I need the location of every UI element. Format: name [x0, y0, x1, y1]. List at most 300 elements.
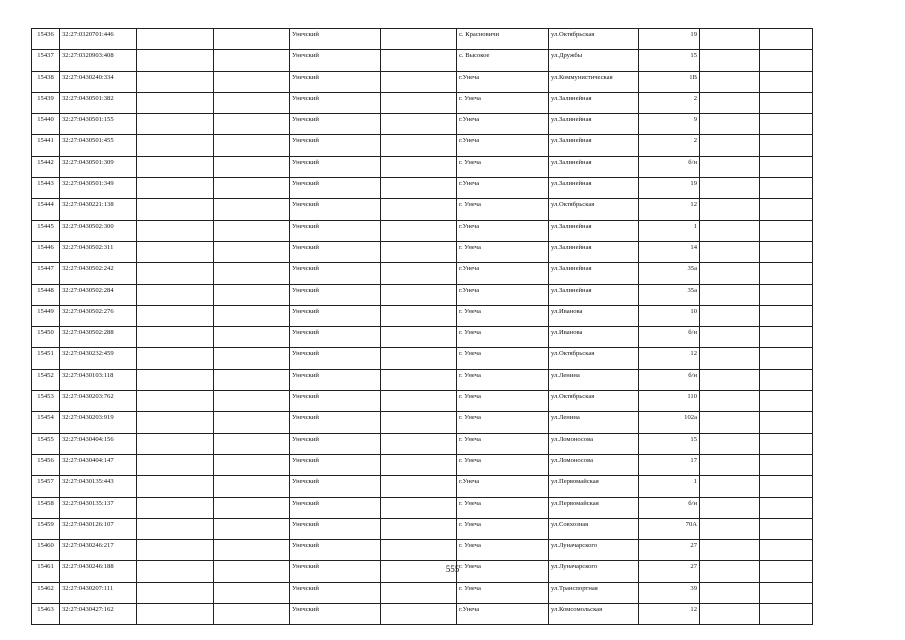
- locality-cell: г. Унеча: [457, 156, 549, 177]
- empty-cell: [381, 135, 457, 156]
- empty-cell: [137, 178, 214, 199]
- empty-cell: [760, 284, 813, 305]
- row-number-cell: 15448: [32, 284, 60, 305]
- locality-cell: г.Унеча: [457, 604, 549, 625]
- table-row: [32, 305, 813, 326]
- street-cell: ул.Октябрьская: [549, 348, 639, 369]
- cadastral-number-cell: 32:27:0430502:276: [60, 305, 137, 326]
- empty-cell: [214, 29, 290, 50]
- empty-cell: [137, 241, 214, 262]
- street-cell: ул.Комсомольская: [549, 604, 639, 625]
- empty-cell: [700, 518, 760, 539]
- cadastral-number-cell: 32:27:0430404:147: [60, 454, 137, 475]
- row-number-cell: 15460: [32, 540, 60, 561]
- empty-cell: [214, 369, 290, 390]
- empty-cell: [700, 178, 760, 199]
- street-cell: ул.Залинейная: [549, 241, 639, 262]
- district-cell: Унечский: [290, 71, 381, 92]
- empty-cell: [760, 178, 813, 199]
- empty-cell: [137, 348, 214, 369]
- empty-cell: [760, 454, 813, 475]
- empty-cell: [381, 582, 457, 603]
- locality-cell: с. Высокое: [457, 50, 549, 71]
- row-number-cell: 15459: [32, 518, 60, 539]
- street-cell: ул.Залинейная: [549, 114, 639, 135]
- locality-cell: г.Унеча: [457, 71, 549, 92]
- house-number-cell: 12: [639, 199, 700, 220]
- cadastral-number-cell: 32:27:0430502:300: [60, 220, 137, 241]
- cadastral-number-cell: 32:27:0430501:309: [60, 156, 137, 177]
- empty-cell: [760, 263, 813, 284]
- table-row: [32, 497, 813, 518]
- empty-cell: [214, 391, 290, 412]
- house-number-cell: 19: [639, 178, 700, 199]
- empty-cell: [760, 29, 813, 50]
- empty-cell: [760, 476, 813, 497]
- district-cell: Унечский: [290, 582, 381, 603]
- table-row: [32, 135, 813, 156]
- empty-cell: [700, 454, 760, 475]
- locality-cell: г. Унеча: [457, 582, 549, 603]
- street-cell: ул.Луначарского: [549, 561, 639, 582]
- house-number-cell: 2: [639, 135, 700, 156]
- cadastral-number-cell: 32:27:0430501:455: [60, 135, 137, 156]
- row-number-cell: 15454: [32, 412, 60, 433]
- cadastral-number-cell: 32:27:0430135:443: [60, 476, 137, 497]
- district-cell: Унечский: [290, 454, 381, 475]
- cadastral-number-cell: 32:27:0430501:382: [60, 92, 137, 113]
- street-cell: ул.Залинейная: [549, 135, 639, 156]
- empty-cell: [214, 71, 290, 92]
- empty-cell: [760, 433, 813, 454]
- row-number-cell: 15445: [32, 220, 60, 241]
- empty-cell: [381, 220, 457, 241]
- cadastral-number-cell: 32:27:0430501:349: [60, 178, 137, 199]
- empty-cell: [700, 50, 760, 71]
- empty-cell: [760, 582, 813, 603]
- empty-cell: [760, 114, 813, 135]
- locality-cell: г. Унеча: [457, 497, 549, 518]
- empty-cell: [381, 305, 457, 326]
- empty-cell: [760, 540, 813, 561]
- empty-cell: [214, 241, 290, 262]
- cadastral-number-cell: 32:27:0430404:156: [60, 433, 137, 454]
- row-number-cell: 15462: [32, 582, 60, 603]
- cadastral-number-cell: 32:27:0430502:311: [60, 241, 137, 262]
- cadastral-number-cell: 32:27:0430502:288: [60, 327, 137, 348]
- house-number-cell: 15: [639, 433, 700, 454]
- registry-table-wrapper: [31, 28, 813, 625]
- table-row: [32, 412, 813, 433]
- empty-cell: [137, 92, 214, 113]
- street-cell: ул.Луначарского: [549, 540, 639, 561]
- empty-cell: [700, 369, 760, 390]
- empty-cell: [214, 135, 290, 156]
- street-cell: ул.Залинейная: [549, 284, 639, 305]
- row-number-cell: 15455: [32, 433, 60, 454]
- row-number-cell: 15450: [32, 327, 60, 348]
- locality-cell: г.Унеча: [457, 178, 549, 199]
- empty-cell: [381, 540, 457, 561]
- empty-cell: [700, 433, 760, 454]
- house-number-cell: б/н: [639, 327, 700, 348]
- street-cell: ул.Залинейная: [549, 156, 639, 177]
- table-row: [32, 604, 813, 625]
- empty-cell: [214, 156, 290, 177]
- locality-cell: г. Унеча: [457, 540, 549, 561]
- empty-cell: [137, 497, 214, 518]
- house-number-cell: 39: [639, 582, 700, 603]
- district-cell: Унечский: [290, 156, 381, 177]
- cadastral-number-cell: 32:27:0430203:919: [60, 412, 137, 433]
- empty-cell: [760, 327, 813, 348]
- cadastral-number-cell: 32:27:0430427:162: [60, 604, 137, 625]
- row-number-cell: 15444: [32, 199, 60, 220]
- cadastral-number-cell: 32:27:0320903:408: [60, 50, 137, 71]
- empty-cell: [137, 540, 214, 561]
- house-number-cell: 19: [639, 29, 700, 50]
- cadastral-number-cell: 32:27:0430501:155: [60, 114, 137, 135]
- house-number-cell: 10: [639, 305, 700, 326]
- empty-cell: [381, 369, 457, 390]
- cadastral-number-cell: 32:27:0430232:459: [60, 348, 137, 369]
- street-cell: ул.Ломоносова: [549, 433, 639, 454]
- empty-cell: [760, 604, 813, 625]
- district-cell: Унечский: [290, 433, 381, 454]
- cadastral-number-cell: 32:27:0430126:107: [60, 518, 137, 539]
- locality-cell: г. Унеча: [457, 454, 549, 475]
- empty-cell: [381, 156, 457, 177]
- house-number-cell: 12: [639, 604, 700, 625]
- table-row: [32, 369, 813, 390]
- empty-cell: [137, 71, 214, 92]
- locality-cell: с. Красновичи: [457, 29, 549, 50]
- locality-cell: г. Унеча: [457, 92, 549, 113]
- table-row: [32, 71, 813, 92]
- locality-cell: г. Унеча: [457, 412, 549, 433]
- locality-cell: г. Унеча: [457, 305, 549, 326]
- empty-cell: [700, 604, 760, 625]
- empty-cell: [137, 114, 214, 135]
- empty-cell: [214, 199, 290, 220]
- table-row: [32, 582, 813, 603]
- row-number-cell: 15440: [32, 114, 60, 135]
- empty-cell: [214, 348, 290, 369]
- empty-cell: [214, 433, 290, 454]
- empty-cell: [381, 454, 457, 475]
- empty-cell: [381, 518, 457, 539]
- empty-cell: [700, 497, 760, 518]
- empty-cell: [760, 518, 813, 539]
- empty-cell: [700, 412, 760, 433]
- street-cell: ул.Ленина: [549, 369, 639, 390]
- house-number-cell: 35а: [639, 263, 700, 284]
- street-cell: ул.Залинейная: [549, 220, 639, 241]
- cadastral-number-cell: 32:27:0320701:446: [60, 29, 137, 50]
- table-row: [32, 156, 813, 177]
- empty-cell: [381, 71, 457, 92]
- empty-cell: [214, 114, 290, 135]
- table-row: [32, 178, 813, 199]
- street-cell: ул.Иванова: [549, 305, 639, 326]
- empty-cell: [137, 391, 214, 412]
- district-cell: Унечский: [290, 241, 381, 262]
- street-cell: ул.Дружбы: [549, 50, 639, 71]
- district-cell: Унечский: [290, 561, 381, 582]
- empty-cell: [381, 263, 457, 284]
- empty-cell: [214, 497, 290, 518]
- house-number-cell: б/н: [639, 497, 700, 518]
- street-cell: ул.Октябрьская: [549, 29, 639, 50]
- cadastral-number-cell: 32:27:0430502:242: [60, 263, 137, 284]
- cadastral-number-cell: 32:27:0430240:334: [60, 71, 137, 92]
- district-cell: Унечский: [290, 327, 381, 348]
- house-number-cell: 102а: [639, 412, 700, 433]
- empty-cell: [381, 391, 457, 412]
- district-cell: Унечский: [290, 518, 381, 539]
- empty-cell: [760, 220, 813, 241]
- empty-cell: [137, 50, 214, 71]
- district-cell: Унечский: [290, 29, 381, 50]
- empty-cell: [381, 284, 457, 305]
- table-row: [32, 454, 813, 475]
- empty-cell: [137, 433, 214, 454]
- empty-cell: [214, 582, 290, 603]
- row-number-cell: 15457: [32, 476, 60, 497]
- street-cell: ул.Залинейная: [549, 263, 639, 284]
- empty-cell: [137, 412, 214, 433]
- empty-cell: [760, 391, 813, 412]
- locality-cell: г.Унеча: [457, 476, 549, 497]
- empty-cell: [214, 284, 290, 305]
- row-number-cell: 15436: [32, 29, 60, 50]
- empty-cell: [700, 92, 760, 113]
- empty-cell: [760, 305, 813, 326]
- row-number-cell: 15456: [32, 454, 60, 475]
- empty-cell: [137, 220, 214, 241]
- district-cell: Унечский: [290, 540, 381, 561]
- empty-cell: [214, 178, 290, 199]
- empty-cell: [137, 518, 214, 539]
- row-number-cell: 15437: [32, 50, 60, 71]
- street-cell: ул.Залинейная: [549, 92, 639, 113]
- empty-cell: [700, 284, 760, 305]
- district-cell: Унечский: [290, 412, 381, 433]
- table-row: [32, 199, 813, 220]
- district-cell: Унечский: [290, 263, 381, 284]
- row-number-cell: 15449: [32, 305, 60, 326]
- table-row: [32, 220, 813, 241]
- empty-cell: [381, 92, 457, 113]
- empty-cell: [137, 305, 214, 326]
- empty-cell: [760, 71, 813, 92]
- row-number-cell: 15452: [32, 369, 60, 390]
- table-row: [32, 433, 813, 454]
- empty-cell: [381, 412, 457, 433]
- empty-cell: [760, 135, 813, 156]
- street-cell: ул.Первомайская: [549, 497, 639, 518]
- empty-cell: [137, 263, 214, 284]
- house-number-cell: 27: [639, 561, 700, 582]
- empty-cell: [381, 50, 457, 71]
- house-number-cell: 9: [639, 114, 700, 135]
- empty-cell: [137, 369, 214, 390]
- locality-cell: г. Унеча: [457, 348, 549, 369]
- registry-table: [31, 28, 813, 625]
- empty-cell: [700, 327, 760, 348]
- street-cell: ул.Ломоносова: [549, 454, 639, 475]
- empty-cell: [214, 220, 290, 241]
- cadastral-number-cell: 32:27:0430246:188: [60, 561, 137, 582]
- row-number-cell: 15451: [32, 348, 60, 369]
- empty-cell: [214, 540, 290, 561]
- district-cell: Унечский: [290, 199, 381, 220]
- empty-cell: [137, 156, 214, 177]
- empty-cell: [381, 199, 457, 220]
- cadastral-number-cell: 32:27:0430246:217: [60, 540, 137, 561]
- row-number-cell: 15453: [32, 391, 60, 412]
- house-number-cell: 14: [639, 241, 700, 262]
- house-number-cell: 12: [639, 348, 700, 369]
- table-row: [32, 284, 813, 305]
- empty-cell: [381, 497, 457, 518]
- table-row: [32, 327, 813, 348]
- locality-cell: г. Унеча: [457, 199, 549, 220]
- empty-cell: [760, 50, 813, 71]
- row-number-cell: 15441: [32, 135, 60, 156]
- district-cell: Унечский: [290, 284, 381, 305]
- row-number-cell: 15438: [32, 71, 60, 92]
- house-number-cell: 110: [639, 391, 700, 412]
- empty-cell: [700, 391, 760, 412]
- empty-cell: [214, 454, 290, 475]
- house-number-cell: 17: [639, 454, 700, 475]
- empty-cell: [214, 476, 290, 497]
- empty-cell: [700, 220, 760, 241]
- empty-cell: [381, 29, 457, 50]
- empty-cell: [700, 582, 760, 603]
- locality-cell: г. Унеча: [457, 561, 549, 582]
- empty-cell: [214, 305, 290, 326]
- street-cell: ул.Первомайская: [549, 476, 639, 497]
- street-cell: ул.Совхозная: [549, 518, 639, 539]
- empty-cell: [381, 348, 457, 369]
- row-number-cell: 15447: [32, 263, 60, 284]
- empty-cell: [700, 540, 760, 561]
- locality-cell: г.Унеча: [457, 114, 549, 135]
- street-cell: ул.Иванова: [549, 327, 639, 348]
- district-cell: Унечский: [290, 50, 381, 71]
- house-number-cell: 1: [639, 220, 700, 241]
- house-number-cell: б/н: [639, 369, 700, 390]
- district-cell: Унечский: [290, 92, 381, 113]
- empty-cell: [214, 263, 290, 284]
- district-cell: Унечский: [290, 305, 381, 326]
- empty-cell: [760, 412, 813, 433]
- empty-cell: [700, 476, 760, 497]
- empty-cell: [700, 348, 760, 369]
- house-number-cell: 15: [639, 50, 700, 71]
- street-cell: ул.Октябрьская: [549, 391, 639, 412]
- cadastral-number-cell: 32:27:0430221:138: [60, 199, 137, 220]
- locality-cell: г. Унеча: [457, 369, 549, 390]
- district-cell: Унечский: [290, 369, 381, 390]
- empty-cell: [137, 454, 214, 475]
- house-number-cell: 35а: [639, 284, 700, 305]
- row-number-cell: 15463: [32, 604, 60, 625]
- empty-cell: [381, 604, 457, 625]
- empty-cell: [214, 518, 290, 539]
- locality-cell: г.Унеча: [457, 220, 549, 241]
- table-row: [32, 50, 813, 71]
- empty-cell: [137, 199, 214, 220]
- empty-cell: [137, 476, 214, 497]
- locality-cell: г.Унеча: [457, 284, 549, 305]
- empty-cell: [700, 156, 760, 177]
- house-number-cell: б/н: [639, 156, 700, 177]
- empty-cell: [760, 241, 813, 262]
- empty-cell: [214, 327, 290, 348]
- table-row: [32, 29, 813, 50]
- house-number-cell: 1: [639, 476, 700, 497]
- empty-cell: [381, 433, 457, 454]
- locality-cell: г.Унеча: [457, 263, 549, 284]
- house-number-cell: 70А: [639, 518, 700, 539]
- cadastral-number-cell: 32:27:0430135:137: [60, 497, 137, 518]
- empty-cell: [760, 156, 813, 177]
- district-cell: Унечский: [290, 220, 381, 241]
- table-row: [32, 92, 813, 113]
- empty-cell: [700, 71, 760, 92]
- house-number-cell: 1В: [639, 71, 700, 92]
- empty-cell: [760, 497, 813, 518]
- empty-cell: [137, 135, 214, 156]
- table-row: [32, 476, 813, 497]
- empty-cell: [137, 29, 214, 50]
- empty-cell: [381, 178, 457, 199]
- district-cell: Унечский: [290, 604, 381, 625]
- empty-cell: [760, 92, 813, 113]
- page-number: 555: [445, 564, 460, 574]
- empty-cell: [700, 135, 760, 156]
- locality-cell: г. Унеча: [457, 518, 549, 539]
- row-number-cell: 15443: [32, 178, 60, 199]
- table-row: [32, 263, 813, 284]
- district-cell: Унечский: [290, 391, 381, 412]
- table-row: [32, 114, 813, 135]
- street-cell: ул.Ленина: [549, 412, 639, 433]
- street-cell: ул.Октябрьская: [549, 199, 639, 220]
- district-cell: Унечский: [290, 135, 381, 156]
- empty-cell: [214, 50, 290, 71]
- house-number-cell: 27: [639, 540, 700, 561]
- empty-cell: [137, 284, 214, 305]
- house-number-cell: 2: [639, 92, 700, 113]
- empty-cell: [137, 582, 214, 603]
- empty-cell: [700, 263, 760, 284]
- empty-cell: [760, 348, 813, 369]
- empty-cell: [760, 199, 813, 220]
- empty-cell: [760, 369, 813, 390]
- table-row: [32, 241, 813, 262]
- empty-cell: [700, 199, 760, 220]
- empty-cell: [700, 114, 760, 135]
- street-cell: ул.Коммунистическая: [549, 71, 639, 92]
- district-cell: Унечский: [290, 476, 381, 497]
- empty-cell: [214, 92, 290, 113]
- empty-cell: [137, 604, 214, 625]
- empty-cell: [381, 241, 457, 262]
